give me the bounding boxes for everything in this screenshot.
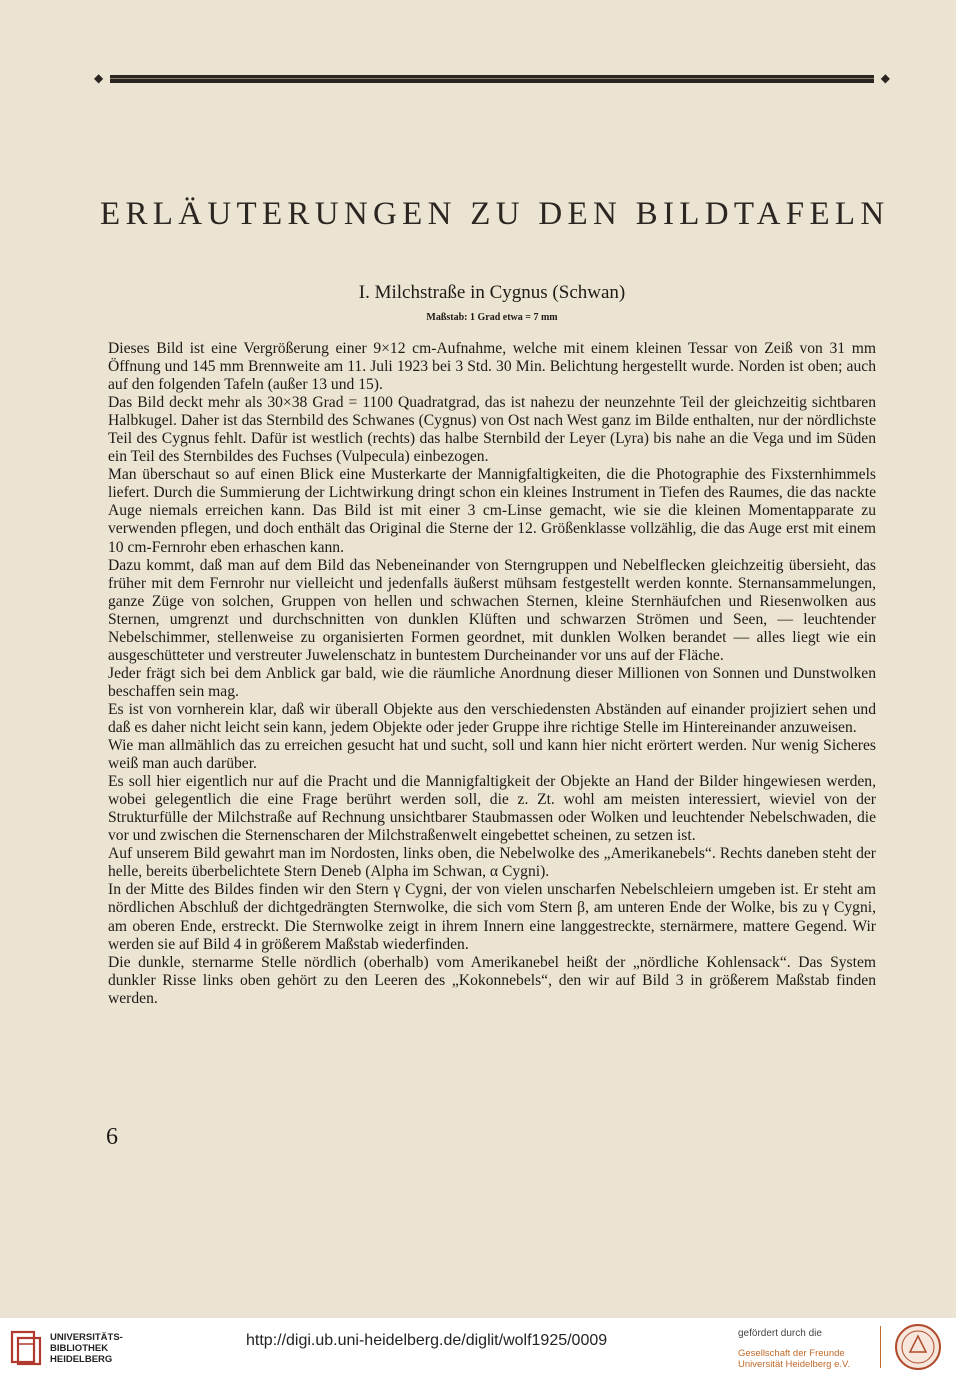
university-seal-icon <box>888 1322 948 1372</box>
library-name: UNIVERSITÄTS- BIBLIOTHEK HEIDELBERG <box>50 1332 123 1365</box>
paragraph: Dieses Bild ist eine Vergrößerung einer 9×12 cm-Aufnahme, welche mit einem kleinen Tessar von Zeiß von 31 mm Öffnung und 145 mm Brennweite am 11. Juli 1923 bei 3 Std. 30 Min. Belichtung hergestellt wurde. Norden ist oben; auch auf den folgenden Tafeln (außer 13 und 15). <box>108 340 876 394</box>
section-title: I. Milchstraße in Cygnus (Schwan) <box>358 282 626 303</box>
paragraph: Wie man allmählich das zu erreichen gesucht hat und sucht, soll und kann hier nicht erörtert werden. Nur wenig Sicheres weiß man auch darüber. <box>108 737 876 773</box>
paragraph: Es soll hier eigentlich nur auf die Pracht und die Mannigfaltigkeit der Objekte an Hand der Bilder hingewiesen werden, wobei gelegentlich die eine Frage berührt werden soll, die z. Zt. wohl am meisten interessiert, wieviel von der Strukturfülle der Milchstraße auf Rechnung unsichtbarer Staubmassen oder Wolken und leuchtender Nebelschwaden, die vor und zwischen die Sternenscharen der Milchstraßenwelt eingebettet scheinen, zu setzen ist. <box>108 773 876 845</box>
permalink-url[interactable]: http://digi.ub.uni-heidelberg.de/diglit/wolf1925/0009 <box>246 1332 608 1349</box>
funded-by-label: gefördert durch die <box>738 1328 822 1339</box>
ornament-bar <box>110 75 874 83</box>
paragraph: Die dunkle, sternarme Stelle nördlich (oberhalb) vom Amerikanebel heißt der „nördliche Kohlensack“. Das System dunkler Risse links oben gehört zu den Leeren des „Kokonnebels“, den wir auf Bild 3 in größerem Maßstab finden werden. <box>108 953 876 1007</box>
paragraph: Jeder frägt sich bei dem Anblick gar bald, wie die räumliche Anordnung dieser Millionen von Sonnen und Dunstwolken beschaffen sein mag. <box>108 664 876 700</box>
body-text <box>108 340 876 1008</box>
page-title: ERLÄUTERUNGEN ZU DEN BILDTAFELN <box>100 196 890 232</box>
paragraph: Man überschaut so auf einen Blick eine Musterkarte der Mannigfaltigkeiten, die die Photographie des Fixsternhimmels liefert. Durch die Summierung der Lichtwirkung dringt schon ein kleines Instrument in Tiefen des Raumes, die das nackte Auge niemals erreichen kann. Das Bild ist mit einer 3 cm-Linse gemacht, wie sie die kleinen Momentapparate zu verwenden pflegen, und doch enthält das Original die Sterne der 12. Größenklasse vollzählig, die das Auge erst mit einem 10 cm-Fernrohr eben erhaschen kann. <box>108 466 876 556</box>
digitization-footer <box>0 1318 956 1376</box>
page-number: 6 <box>106 1124 118 1150</box>
ornament-right-icon: ◆ <box>880 71 890 85</box>
paragraph: Auf unserem Bild gewahrt man im Nordosten, links oben, die Nebelwolke des „Amerikanebels“. Rechts daneben steht der helle, bereits überbelichtete Stern Deneb (Alpha im Schwan, α Cygni). <box>108 845 876 881</box>
paragraph: In der Mitte des Bildes finden wir den Stern γ Cygni, der von vielen unscharfen Nebelschleiern umgeben ist. Er steht am nördlichen Abschluß der dichtgedrängten Sternwolke, die sich vom Stern β, am unteren Ende der Wolke, bis zu γ Cygni, am oberen Ende, erstreckt. Die Sternwolke zeigt in ihrem Innern eine langgestreckte, sternärmere, mattere Gegend. Wir werden sie auf Bild 4 in größerem Maßstab wiederfinden. <box>108 881 876 953</box>
header-ornament-rule <box>94 71 890 85</box>
footer-divider <box>880 1326 881 1368</box>
library-logo-icon <box>10 1328 42 1366</box>
paragraph: Dazu kommt, daß man auf dem Bild das Nebeneinander von Sterngruppen und Nebelflecken gleichzeitig übersieht, das früher mit dem Fernrohr nur vielleicht und jedenfalls äußerst mühsam festgestellt werden konnte. Sternansammelungen, ganze Züge von solchen, Gruppen von hellen und schwachen Sternen, kleine Sternhäufchen und Riesenwolken aus Sternen, umgrenzt und durchschnitten von dunklen Klüften und schwarzen Strömen und Seen, — leuchtender Nebelschimmer, stellenweise zu organisierten Formen geordnet, mit dunklen Wolken berandet — alles liegt wie ein ausgeschütteter und verstreuter Juwelenschatz in buntestem Durcheinander vor uns auf der Fläche. <box>108 556 876 664</box>
ornament-left-icon: ◆ <box>94 71 104 85</box>
paragraph: Das Bild deckt mehr als 30×38 Grad = 1100 Quadratgrad, das ist nahezu der neunzehnte Teil der gleichzeitig sichtbaren Halbkugel. Daher ist das Sternbild des Schwanes (Cygnus) von Ost nach West ganz im Bilde enthalten, nur der nördlichste Teil des Cygnus fehlt. Dafür ist westlich (rechts) das halbe Sternbild der Leyer (Lyra) bis nahe an die Vega und im Süden ein Teil des Sternbildes des Fuchses (Vulpecula) einbezogen. <box>108 394 876 466</box>
scale-note: Maßstab: 1 Grad etwa = 7 mm <box>426 312 558 323</box>
paragraph: Es ist von vornherein klar, daß wir überall Objekte aus den verschiedensten Abständen auf einander projiziert sehen und daß es daher nicht leicht sein kann, jedem Objekte oder jeder Gruppe ihre richtige Stelle im Hintereinander anzuweisen. <box>108 700 876 736</box>
society-name: Gesellschaft der Freunde Universität Heidelberg e.V. <box>738 1348 851 1370</box>
